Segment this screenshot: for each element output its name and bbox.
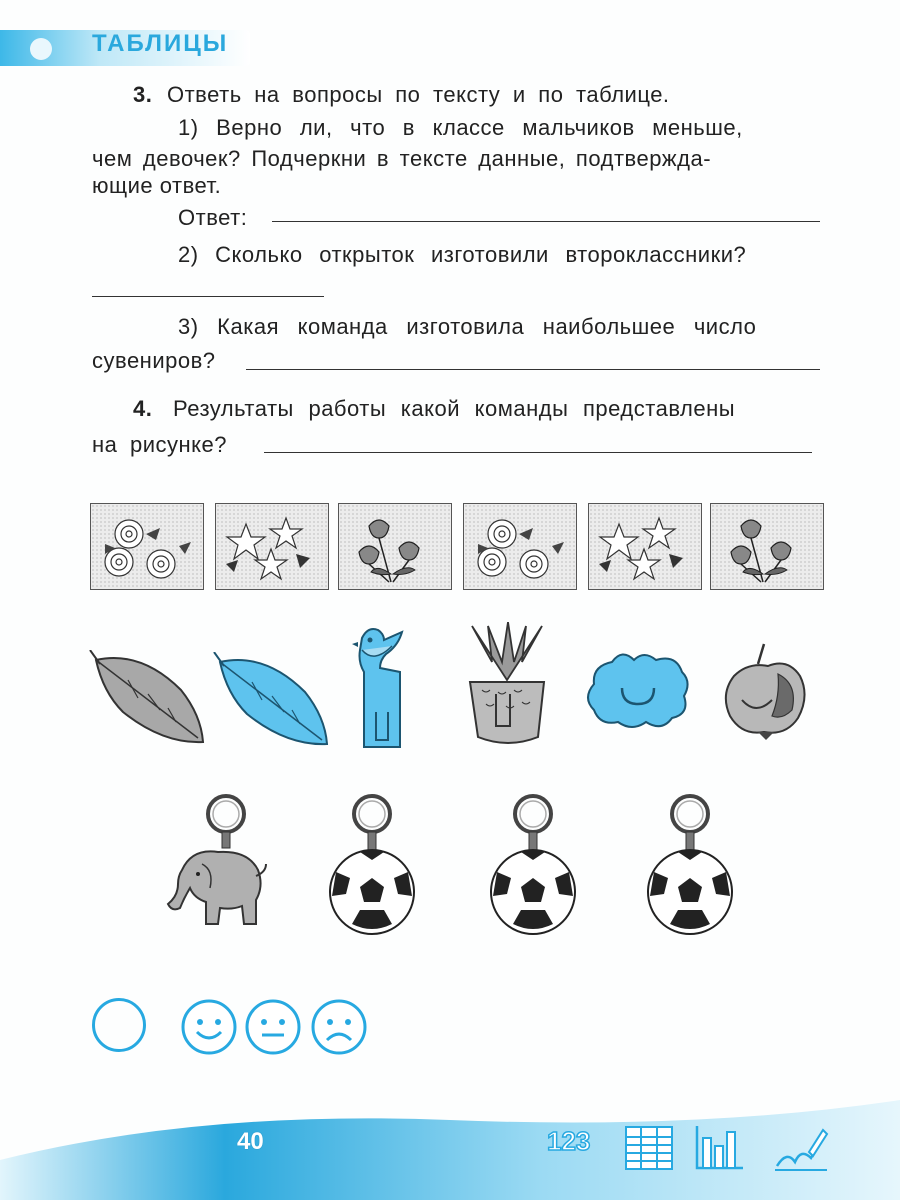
task3-q3-line2: сувениров? <box>92 348 216 373</box>
stars-card-icon-2 <box>588 503 702 590</box>
roses-card-icon <box>90 503 204 590</box>
header-dot <box>30 38 52 60</box>
sad-face-icon[interactable] <box>310 998 368 1056</box>
footer-icons <box>545 1120 835 1180</box>
apple-bookmark-icon <box>720 640 810 750</box>
task4-prompt-line1: Результаты работы какой команды представлены <box>172 396 736 421</box>
answer-label: Ответ: <box>178 205 248 230</box>
soccer-ball-keychain-icon-2 <box>483 792 583 942</box>
pencil-icon <box>773 1126 829 1177</box>
self-assessment <box>92 998 382 1058</box>
leaf-grey-icon <box>88 650 208 745</box>
numbers-icon: 123 <box>547 1126 591 1156</box>
page-title: ТАБЛИЦЫ <box>92 30 229 57</box>
task3-q1-line3: ющие ответ. <box>92 173 222 198</box>
task3-header <box>133 82 670 108</box>
table-icon <box>625 1126 673 1175</box>
postcards-row <box>90 503 835 591</box>
answer-line-3[interactable] <box>246 369 820 370</box>
soccer-ball-keychain-icon-3 <box>640 792 740 942</box>
empty-circle-icon[interactable] <box>92 998 146 1052</box>
page-number: 40 <box>237 1128 264 1155</box>
pineapple-bookmark-icon <box>462 622 552 752</box>
elephant-keychain-icon <box>152 792 272 942</box>
answer-line-4[interactable] <box>264 452 812 453</box>
task3-q3-line1: 3) Какая команда изготовила наибольшее число <box>178 314 757 339</box>
tulips-card-icon <box>338 503 452 590</box>
roses-card-icon-2 <box>463 503 577 590</box>
answer-line-1[interactable] <box>272 221 820 222</box>
answer-line-2[interactable] <box>92 296 324 297</box>
task3-q1-line1: 1) Верно ли, что в классе мальчиков меньше, <box>178 115 743 140</box>
neutral-face-icon[interactable] <box>244 998 302 1056</box>
task4-number: 4. <box>133 396 153 421</box>
task3-prompt: Ответь на вопросы по тексту и по таблице. <box>166 82 670 107</box>
bar-chart-icon <box>693 1124 745 1177</box>
leaf-blue-icon <box>212 652 332 747</box>
flower-bookmark-icon <box>582 652 692 732</box>
soccer-ball-keychain-icon <box>322 792 422 942</box>
task3-q2: 2) Сколько открыток изготовили второклассники? <box>178 242 747 267</box>
bird-bookmark-icon <box>350 622 420 752</box>
tulips-card-icon-2 <box>710 503 824 590</box>
stars-card-icon <box>215 503 329 590</box>
smile-face-icon[interactable] <box>180 998 238 1056</box>
task3-q1-line2: чем девочек? Подчеркни в тексте данные, подтвержда- <box>92 146 712 171</box>
task3-number: 3. <box>133 82 153 107</box>
task4-prompt-line2: на рисунке? <box>92 432 228 457</box>
task4-header <box>133 396 735 422</box>
